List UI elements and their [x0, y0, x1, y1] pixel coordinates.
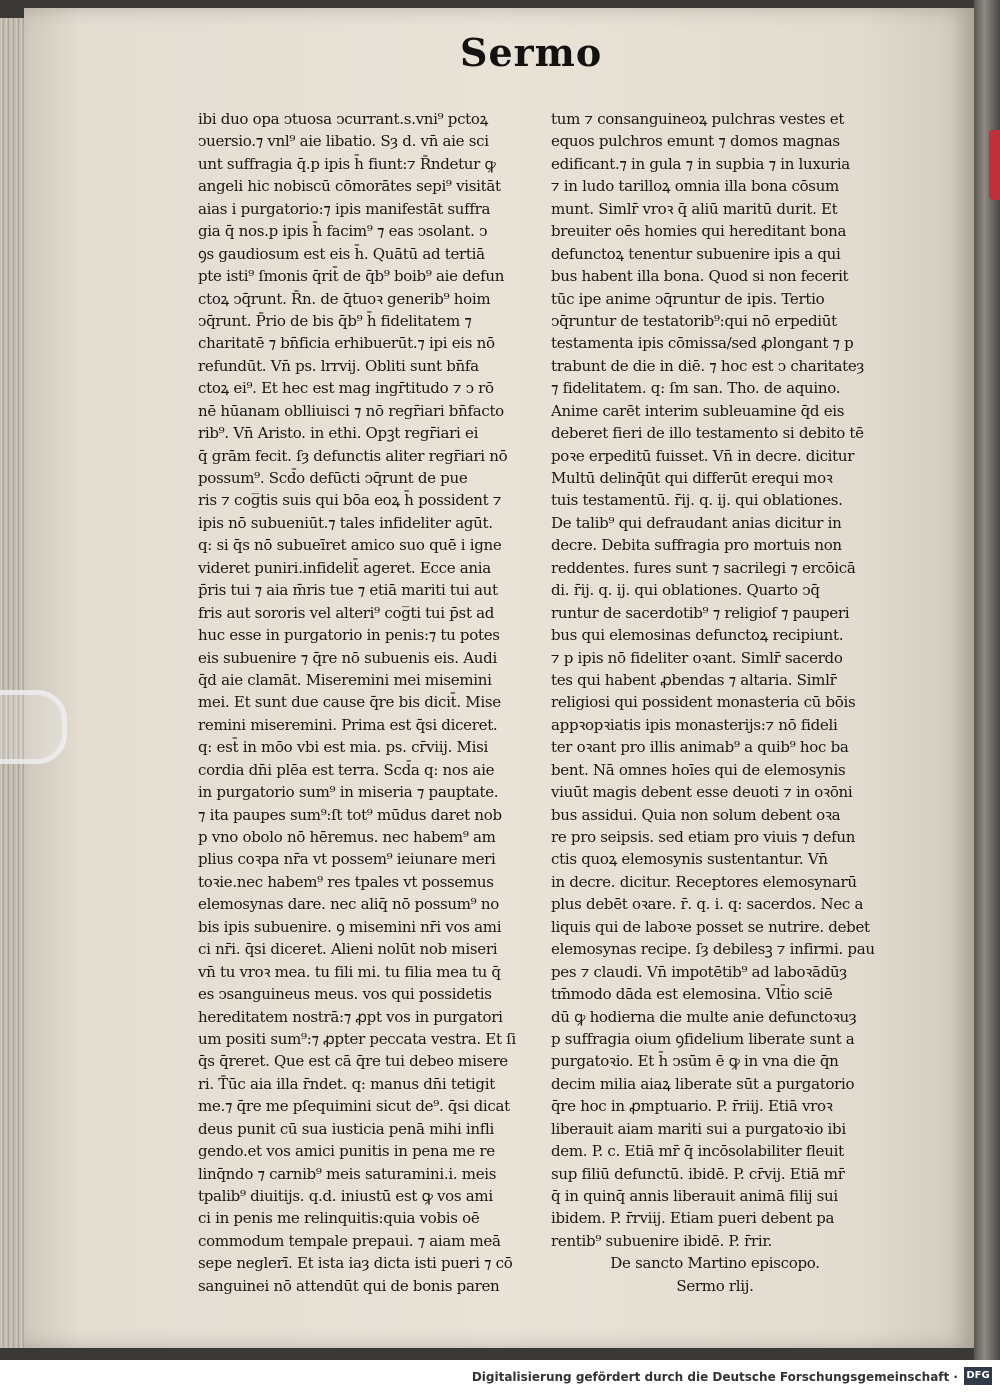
text-line: ↄuersio.⁊ vnl⁹ aie libatio. Sȝ d. vn̄ aie sci — [198, 132, 489, 151]
text-line: decim milia aiaꝝ liberate sūt a purgatorio — [551, 1074, 855, 1093]
text-line: in decre. dicitur. Receptores elemosynarū — [551, 872, 857, 891]
text-line: in purgatorio sum⁹ in miseria ⁊ pauptate. — [198, 783, 499, 802]
text-line: breuiter oēs homies qui hereditant bona — [551, 222, 847, 241]
text-line: remini miseremini. Prima est q̄si diceret. — [198, 715, 498, 734]
text-line: re pro seipsis. sed etiam pro viuis ⁊ defun — [551, 828, 856, 846]
text-line: p̄ris tui ⁊ aia m̄ris tue ⁊ etiā mariti tui aut — [198, 581, 498, 600]
text-line: charitatē ⁊ bn̄ficia erhibuerūt.⁊ ipi eis nō — [198, 334, 495, 353]
text-line: tuis testamentū. r̄ij. q. ij. qui oblationes. — [551, 491, 843, 510]
text-line: gia q̄ nos.p ipis h̄ facim⁹ ⁊ eas ↄsolant. ↄ — [198, 222, 488, 241]
text-line: rentib⁹ subuenire ibidē. P. r̄rir. — [551, 1231, 773, 1250]
text-line: defunctoꝝ tenentur subuenire ipis a qui — [551, 244, 841, 263]
text-line: ꝯs gaudiosum est eis h̄. Quātū ad tertiā — [198, 244, 485, 263]
text-line: ⁊ p ipis nō fideliter oꝛant. Simlr̄ sacerdo — [551, 648, 843, 667]
text-line: pte isti⁹ ſmonis q̄rit̄ de q̄b⁹ boib⁹ aie defun — [198, 267, 505, 286]
text-line: ri. T̄ūc aia illa r̄ndet. q: manus dn̄i tetigit — [198, 1074, 495, 1093]
text-line: possum⁹. Scd̄o defūcti ↄq̄runt de pue — [198, 469, 468, 487]
text-line: viuūt magis debent esse deuoti ⁊ in oꝛōni — [551, 783, 853, 802]
text-line: q: si q̄s nō subueīret amico suo quē i igne — [198, 536, 502, 555]
text-line: ipis nō subueniūt.⁊ tales infideliter agūt. — [198, 513, 493, 532]
bookmark-tab — [989, 130, 1000, 200]
text-line: vn̄ tu vroꝛ mea. tu fili mi. tu filia mea tu q̄ — [198, 962, 501, 981]
text-line: ↄq̄runtur de testatorib⁹:qui nō erpediūt — [551, 311, 837, 330]
text-line: De talib⁹ qui defraudant anias dicitur in — [551, 513, 842, 532]
footer-bar — [0, 1360, 1000, 1392]
text-line: bus qui elemosinas defunctoꝝ recipiunt. — [551, 626, 844, 645]
text-line: ibi duo opa ↄtuosa ↄcurrant.s.vni⁹ pctoꝝ — [198, 110, 489, 128]
text-line: plius coꝛpa nr̄a vt possem⁹ ieiunare meri — [198, 850, 496, 869]
text-column-left — [198, 108, 520, 1297]
text-line: liberauit aiam mariti sui a purgatoꝛio ibi — [551, 1119, 846, 1138]
text-line: refundūt. Vn̄ ps. lrrvij. Obliti sunt bn̄fa — [198, 356, 479, 375]
text-line: angeli hic nobiscū cōmorātes sepi⁹ visitāt — [198, 177, 501, 196]
text-line: eis subuenire ⁊ q̄re nō subuenis eis. Audi — [198, 648, 497, 667]
text-line: dem. P. c. Etiā mr̄ q̄ incōsolabiliter fleuit — [551, 1142, 844, 1161]
text-line: tm̄modo dāda est elemosina. Vlt̄io sciē — [551, 985, 833, 1004]
text-line: pes ⁊ claudi. Vn̄ impotētib⁹ ad laboꝛādūȝ — [551, 962, 847, 981]
running-head: Sermo — [460, 30, 603, 75]
text-line: tes qui habent ꝓbendas ⁊ altaria. Simlr̄ — [551, 670, 837, 689]
text-line: liquis qui de laboꝛe posset se nutrire. debet — [551, 917, 870, 936]
text-line: hereditatem nostrā:⁊ ꝓpt vos in purgatori — [198, 1007, 503, 1026]
text-line: ibidem. P. r̄rviij. Etiam pueri debent pa — [551, 1209, 835, 1228]
text-line: q̄ grām fecit. ſȝ defunctis aliter regr̄iari nō — [198, 446, 508, 465]
text-line: Anime carēt interim subleuamine q̄d eis — [551, 401, 845, 420]
text-line: Sermo rlij. — [676, 1276, 754, 1295]
text-line: testamenta ipis cōmissa/sed ꝓlongant ⁊ p — [551, 334, 854, 353]
text-line: fris aut sororis vel alteri⁹ cog̅ti tui p̄st ad — [198, 603, 495, 622]
text-line: es ↄsanguineus meus. vos qui possidetis — [198, 985, 492, 1004]
text-line: commodum tempale prepaui. ⁊ aiam meā — [198, 1231, 501, 1250]
text-column-right — [551, 108, 879, 1297]
book-binding-edge — [974, 0, 1000, 1360]
text-line: ctoꝝ ei⁹. Et hec est mag ingr̄titudo ⁊ ↄ rō — [198, 379, 494, 398]
text-line: rib⁹. Vn̄ Aristo. in ethi. Opꝫt regr̄iari ei — [198, 424, 479, 443]
text-line: ris ⁊ cog̅tis suis qui bōa eoꝝ h̄ possident ⁊ — [198, 491, 502, 510]
footer-credit: Digitalisierung gefördert durch die Deutsche Forschungsgemeinschaft · — [471, 1370, 958, 1384]
text-line: bus habent illa bona. Quod si non fecerit — [551, 267, 849, 286]
text-line: religiosi qui possident monasteria cū bōis — [551, 693, 856, 712]
text-line: deberet fieri de illo testamento si debito tē — [551, 424, 864, 443]
text-line: linq̄ndo ⁊ carnib⁹ meis saturamini.i. meis — [198, 1164, 497, 1183]
text-line: ctoꝝ ↄq̄runt. R̄n. de q̄tuoꝛ generib⁹ hoim — [198, 289, 491, 308]
text-line: mei. Et sunt due cause q̄re bis dicit̄. Mise — [198, 693, 501, 712]
text-line: trabunt de die in diē. ⁊ hoc est ↄ charitateȝ — [551, 356, 864, 375]
text-line: decre. Debita suffragia pro mortuis non — [551, 536, 842, 555]
text-line: um positi sum⁹:⁊ ꝓpter peccata vestra. Et ſi — [198, 1029, 516, 1048]
text-line: tpalib⁹ diuitijs. q.d. iniustū est ꝙ vos ami — [198, 1187, 493, 1205]
text-line: toꝛie.nec habem⁹ res tpales vt possemus — [198, 872, 494, 891]
text-line: q̄d aie clamāt. Miseremini mei misemini — [198, 670, 492, 689]
text-line: sepe neglerī. Et ista iaȝ dicta isti pueri ⁊ cō — [198, 1254, 513, 1273]
text-line: elemosynas recipe. ſȝ debilesꝫ ⁊ infirmi. pau — [551, 940, 875, 959]
text-line: deus punit cū sua iusticia penā mihi infli — [198, 1119, 495, 1138]
text-line: gendo.et vos amici punitis in pena me re — [198, 1142, 495, 1161]
text-line: ter oꝛant pro illis animab⁹ a quib⁹ hoc ba — [551, 738, 849, 757]
text-line: cordia dn̄i plēa est terra. Scd̄a q: nos aie — [198, 760, 495, 779]
text-line: munt. Simlr̄ vroꝛ q̄ aliū maritū durit. Et — [551, 199, 838, 218]
text-line: p suffragia oium ꝯfidelium liberate sunt a — [551, 1029, 855, 1048]
text-line: ci in penis me relinquitis:quia vobis oē — [198, 1209, 480, 1228]
text-line: appꝛopꝛiatis ipis monasterijs:⁊ nō fideli — [551, 715, 838, 734]
text-line: videret puniri.infidelit̄ ageret. Ecce ania — [198, 558, 491, 577]
text-line: sanguinei nō attendūt qui de bonis paren — [198, 1276, 500, 1295]
text-line: ⁊ fidelitatem. q: ſm san. Tho. de aquino. — [551, 379, 841, 398]
text-line: ⁊ in ludo tarilloꝝ omnia illa bona cōsum — [551, 177, 839, 196]
text-line: poꝛe erpeditū fuisset. Vn̄ in decre. dicitur — [551, 446, 855, 465]
text-line: q: est̄ in mōo vbi est mia. ps. cr̄viij. Misi — [198, 738, 489, 757]
text-line: Multū delinq̄ūt qui differūt erequi moꝛ — [551, 469, 833, 487]
text-line: huc esse in purgatorio in penis:⁊ tu potes — [198, 626, 500, 645]
text-line: q̄ in quinq̄ annis liberauit animā filij sui — [551, 1187, 838, 1205]
text-line: q̄re hoc in ꝓmptuario. P. r̄riij. Etiā vroꝛ — [551, 1097, 833, 1116]
text-line: De sancto Martino episcopo. — [610, 1254, 820, 1273]
text-line: aias i purgatorio:⁊ ipis manifestāt suffra — [198, 199, 491, 218]
text-line: elemosynas dare. nec aliq̄ nō possum⁹ no — [198, 895, 499, 914]
text-line: tum ⁊ consanguineoꝝ pulchras vestes et — [551, 110, 845, 128]
text-line: bent. Nā omnes hoīes qui de elemosynis — [551, 760, 846, 779]
text-line: tūc ipe anime ↄq̄runtur de ipis. Tertio — [551, 289, 825, 308]
dfg-logo-icon: DFG — [964, 1367, 992, 1385]
text-line: plus debēt oꝛare. r̄. q. i. q: sacerdos. Nec a — [551, 895, 864, 914]
page-clip — [0, 690, 67, 764]
text-line: purgatoꝛio. Et h̄ ↄsūm ē ꝙ in vna die q̄n — [551, 1052, 839, 1071]
text-line: edificant.⁊ in gula ⁊ in supbia ⁊ in luxuria — [551, 154, 850, 173]
text-line: bus assidui. Quia non solum debent oꝛa — [551, 805, 841, 824]
text-line: reddentes. fures sunt ⁊ sacrilegi ⁊ ercōicā — [551, 558, 856, 577]
text-line: equos pulchros emunt ⁊ domos magnas — [551, 132, 840, 151]
text-line: di. r̄ij. q. ij. qui oblationes. Quarto ↄq̄ — [551, 581, 820, 600]
text-line: ↄq̄runt. P̄rio de bis q̄b⁹ h̄ fidelitatem ⁊ — [198, 311, 472, 330]
text-line: dū ꝙ hodierna die multe anie defunctoꝛuȝ — [551, 1007, 857, 1026]
text-line: runtur de sacerdotib⁹ ⁊ religiof ⁊ pauperi — [551, 603, 850, 622]
text-line: me.⁊ q̄re me pſequimini sicut de⁹. q̄si dicat — [198, 1097, 510, 1116]
text-line: unt suffragia q̄.p ipis h̄ fiunt:⁊ R̄ndetur ꝙ — [198, 154, 496, 173]
text-line: ci nr̄i. q̄si diceret. Alieni nolūt nob miseri — [198, 940, 498, 959]
text-line: bis ipis subuenire. ꝯ misemini nr̄i vos ami — [198, 917, 502, 936]
text-line: ctis quoꝝ elemosynis sustentantur. Vn̄ — [551, 850, 828, 869]
text-line: nē hūanam oblliuisci ⁊ nō regr̄iari bn̄facto — [198, 401, 504, 420]
text-line: sup filiū defunctū. ibidē. P. cr̄vij. Etiā mr̄ — [551, 1164, 845, 1183]
text-line: p vno obolo nō hēremus. nec habem⁹ am — [198, 828, 496, 846]
text-line: ⁊ ita paupes sum⁹:ſt tot⁹ mūdus daret nob — [198, 805, 502, 824]
text-line: q̄s q̄reret. Que est cā q̄re tui debeo misere — [198, 1052, 508, 1071]
